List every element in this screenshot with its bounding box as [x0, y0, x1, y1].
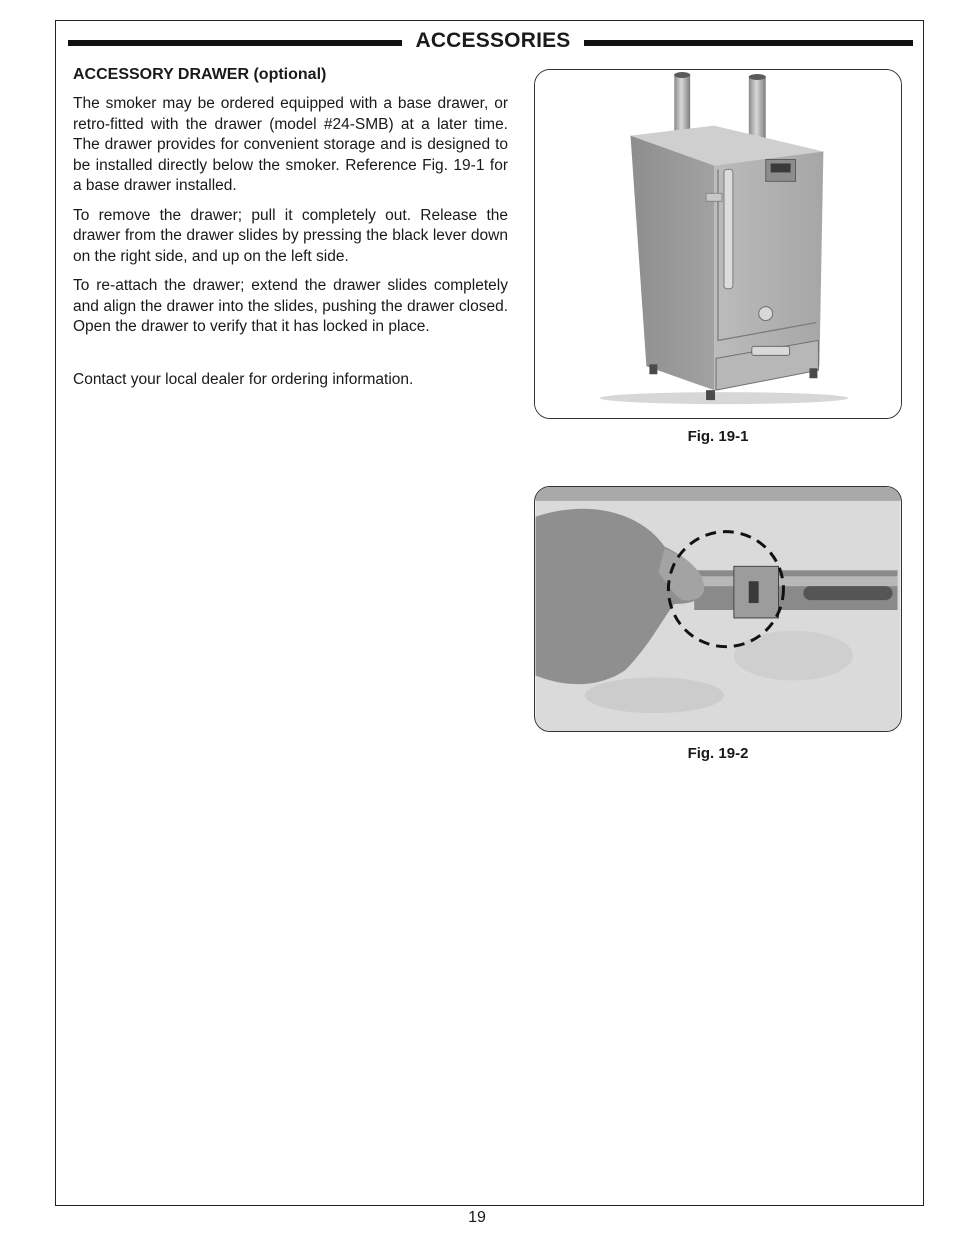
figure-drawer-slide-release — [534, 486, 902, 732]
drawer-heading: ACCESSORY DRAWER (optional) — [73, 66, 327, 83]
smoker-illustration — [535, 70, 901, 418]
contact-note: Contact your local dealer for ordering information. — [73, 370, 414, 388]
section-title: ACCESSORIES — [415, 29, 571, 52]
figure-caption: Fig. 19-1 — [687, 428, 749, 445]
header-rule-left — [68, 40, 402, 46]
figure-smoker-with-drawer — [534, 69, 902, 419]
drawer-paragraph: To re-attach the drawer; extend the drawer slides completely and align the drawer into the slides, pushing the drawer closed. Open the drawer to verify that it has locked in place. — [73, 277, 508, 335]
text-column — [73, 66, 508, 399]
drawer-paragraph: To remove the drawer; pull it completely out. Release the drawer from the drawer slides by pressing the black lever down on the right side, and up on the left side. — [73, 206, 508, 265]
drawer-paragraph: The smoker may be ordered equipped with a base drawer, or retro-fitted with the drawer (model #24-SMB) at a later time. The drawer provides for convenient storage and is designed to be installed directly below the smoker. Reference Fig. 19-1 for a base drawer installed. — [73, 95, 508, 194]
drawer-slide-illustration — [535, 487, 901, 731]
header-rule-right — [584, 40, 913, 46]
page-number: 19 — [468, 1209, 486, 1226]
figure-caption: Fig. 19-2 — [687, 745, 749, 762]
